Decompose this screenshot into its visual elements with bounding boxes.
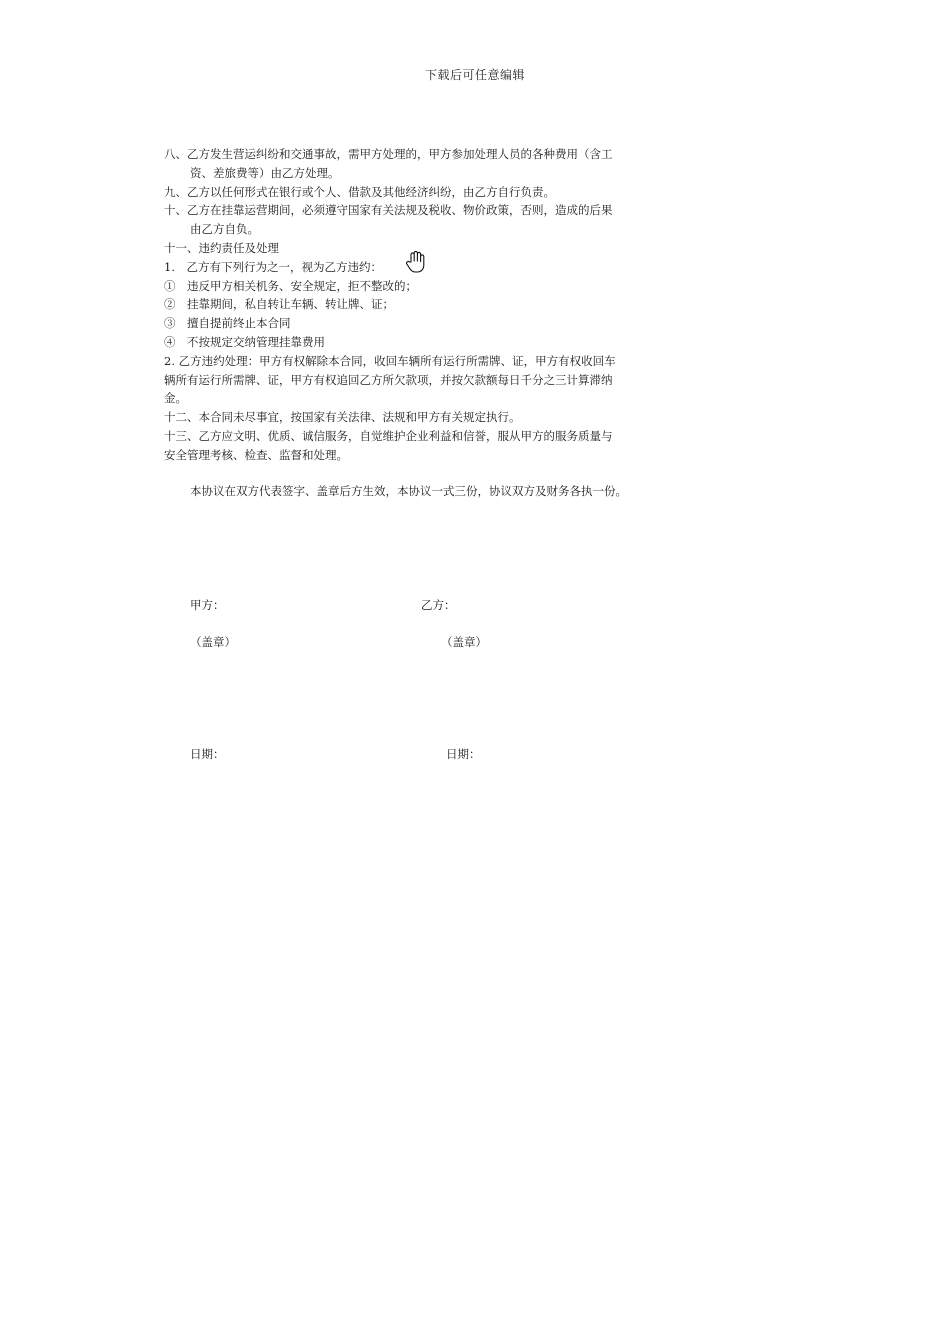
- clause-13-line-1: 十三、乙方应文明、优质、诚信服务，自觉维护企业利益和信誉，服从甲方的服务质量与: [164, 428, 613, 443]
- party-a-label: 甲方：: [190, 598, 225, 612]
- clause-11-item-2-line-2: 辆所有运行所需牌、证，甲方有权追回乙方所欠款项，并按欠款额每日千分之三计算滞纳: [164, 372, 613, 387]
- clause-11-item-1c: ③ 擅自提前终止本合同: [164, 316, 291, 331]
- clause-9: 九、乙方以任何形式在银行或个人、借款及其他经济纠纷，由乙方自行负责。: [164, 184, 555, 199]
- clause-11-item-2-line-1: 2. 乙方违约处理：甲方有权解除本合同，收回车辆所有运行所需牌、证，甲方有权收回车: [164, 353, 616, 368]
- party-b-label: 乙方：: [421, 598, 456, 612]
- party-a-date: 日期：: [190, 747, 225, 761]
- clause-11-item-1b: ② 挂靠期间，私自转让车辆、转让牌、证；: [164, 297, 394, 312]
- clause-10-line-1: 十、乙方在挂靠运营期间，必须遵守国家有关法规及税收、物价政策，否则，造成的后果: [164, 203, 613, 218]
- clause-13-line-2: 安全管理考核、检查、监督和处理。: [164, 447, 348, 462]
- hand-cursor-icon: [405, 250, 427, 274]
- party-a-seal: （盖章）: [190, 635, 236, 649]
- clause-11-item-1: 1. 乙方有下列行为之一，视为乙方违约：: [164, 259, 382, 274]
- clause-10-line-2: 由乙方自负。: [190, 222, 259, 237]
- closing-statement: 本协议在双方代表签字、盖章后方生效，本协议一式三份，协议双方及财务各执一份。: [190, 484, 627, 498]
- clause-11-title: 十一、违约责任及处理: [164, 240, 279, 255]
- clause-8-line-2: 资、差旅费等）由乙方处理。: [190, 165, 340, 180]
- contract-body: [164, 145, 658, 465]
- clause-8-line-1: 八、乙方发生营运纠纷和交通事故，需甲方处理的，甲方参加处理人员的各种费用（含工: [164, 147, 613, 161]
- party-b-date: 日期：: [446, 747, 481, 761]
- clause-11-item-1d: ④ 不按规定交纳管理挂靠费用: [164, 334, 325, 349]
- party-b-seal: （盖章）: [441, 635, 487, 649]
- page-header: 下载后可任意编辑: [424, 68, 525, 82]
- clause-11-item-2-line-3: 金。: [164, 391, 187, 406]
- clause-12: 十二、本合同未尽事宜，按国家有关法律、法规和甲方有关规定执行。: [164, 410, 521, 425]
- clause-11-item-1a: ① 违反甲方相关机务、安全规定，拒不整改的；: [164, 278, 417, 293]
